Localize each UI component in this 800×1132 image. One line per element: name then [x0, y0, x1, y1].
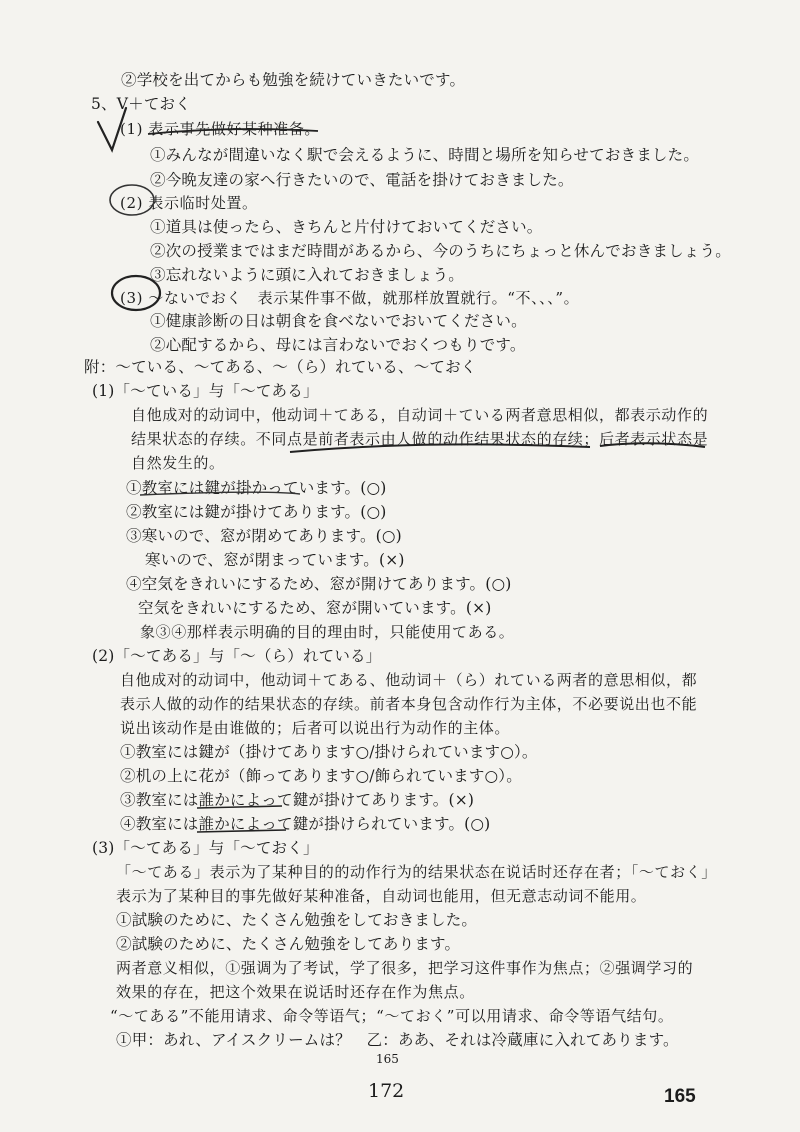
- page-number-small: 165: [376, 1052, 399, 1066]
- example-sentence: ②教室には鍵が掛けてあります。(○): [126, 503, 387, 521]
- section-heading: 5、V＋ておく: [91, 95, 191, 113]
- paragraph-line: 表示人做的动作的结果状态的存续。前者本身包含动作行为主体，不必要说出也不能: [120, 695, 698, 713]
- page-number-bold: 165: [664, 1086, 696, 1107]
- paragraph-line: 自然发生的。: [131, 454, 225, 472]
- subsection-heading: (1) 表示事先做好某种准备。: [120, 120, 321, 138]
- paragraph-line: 效果的存在，把这个效果在说话时还存在作为焦点。: [116, 983, 475, 1001]
- paragraph-line: 结果状态的存续。不同点是前者表示由人做的动作结果状态的存续；后者表示状态是: [131, 430, 709, 448]
- subsection-heading: (3)「～てある」与「～ておく」: [92, 839, 319, 857]
- subsection-heading: (2)「～てある」与「～（ら）れている」: [92, 647, 382, 665]
- example-sentence: ②心配するから、母には言わないでおくつもりです。: [150, 336, 526, 354]
- example-sentence: ②今晩友達の家へ行きたいので、電話を掛けておきました。: [150, 171, 574, 189]
- paragraph-line: 自他成对的动词中，他动词＋てある，自动词＋ている两者意思相似，都表示动作的: [131, 406, 709, 424]
- example-sentence: ④空気をきれいにするため、窓が開けてあります。(○): [126, 575, 512, 593]
- example-sentence: ①試験のために、たくさん勉強をしておきました。: [116, 911, 478, 929]
- example-sentence: ②次の授業まではまだ時間があるから、今のうちにちょっと休んでおきましょう。: [150, 242, 731, 260]
- paragraph-line: 「～てある」表示为了某种目的的动作行为的结果状态在说话时还存在者；「～ておく」: [116, 863, 717, 881]
- example-sentence: ①甲：あれ、アイスクリームは？ 乙：ああ、それは冷蔵庫に入れてあります。: [116, 1031, 679, 1049]
- example-sentence: ①みんなが間違いなく駅で会えるように、時間と場所を知らせておきました。: [150, 146, 700, 164]
- paragraph-line: “～てある”不能用请求、命令等语气；“～ておく”可以用请求、命令等语气结句。: [110, 1007, 674, 1025]
- subsection-heading: (3) ～ないでおく 表示某件事不做，就那样放置就行。“不、、、”。: [120, 289, 580, 307]
- example-sentence: ①道具は使ったら、きちんと片付けておいてください。: [150, 218, 543, 236]
- example-sentence: ①教室には鍵が掛かっています。(○): [126, 479, 387, 497]
- example-sentence: 空気をきれいにするため、窓が開いています。(×): [138, 599, 492, 617]
- example-sentence: ①教室には鍵が（掛けてあります○/掛けられています○）。: [120, 743, 538, 761]
- example-sentence: ②試験のために、たくさん勉強をしてあります。: [116, 935, 461, 953]
- paragraph-line: 表示为了某种目的事先做好某种准备，自动词也能用，但无意志动词不能用。: [116, 887, 647, 905]
- subsection-heading: (2) 表示临时处置。: [120, 194, 258, 212]
- example-sentence: ③教室には誰かによって鍵が掛けてあります。(×): [120, 791, 475, 809]
- paragraph-line: 象③④那样表示明确的目的理由时，只能使用てある。: [140, 623, 515, 641]
- paragraph-line: 自他成对的动词中，他动词＋てある、他动词＋（ら）れている两者的意思相似，都: [120, 671, 698, 689]
- paragraph-line: 说出该动作是由谁做的；后者可以说出行为动作的主体。: [120, 719, 511, 737]
- page-number-middle: 172: [368, 1080, 405, 1102]
- paragraph-line: 两者意义相似，①强调为了考试，学了很多，把学习这件事作为焦点；②强调学习的: [116, 959, 694, 977]
- example-sentence: ③寒いので、窓が閉めてあります。(○): [126, 527, 402, 545]
- example-sentence: ①健康診断の日は朝食を食べないでおいてください。: [150, 312, 527, 330]
- example-sentence: ④教室には誰かによって鍵が掛けられています。(○): [120, 815, 491, 833]
- example-sentence: 寒いので、窓が閉まっています。(×): [145, 551, 405, 569]
- subsection-heading: (1)「～ている」与「～てある」: [92, 382, 319, 400]
- text-line: ②学校を出てからも勉強を続けていきたいです。: [121, 71, 466, 89]
- example-sentence: ②机の上に花が（飾ってあります○/飾られています○）。: [120, 767, 522, 785]
- appendix-heading: 附：～ている、～てある、～（ら）れている、～ておく: [84, 358, 477, 376]
- example-sentence: ③忘れないように頭に入れておきましょう。: [150, 266, 465, 284]
